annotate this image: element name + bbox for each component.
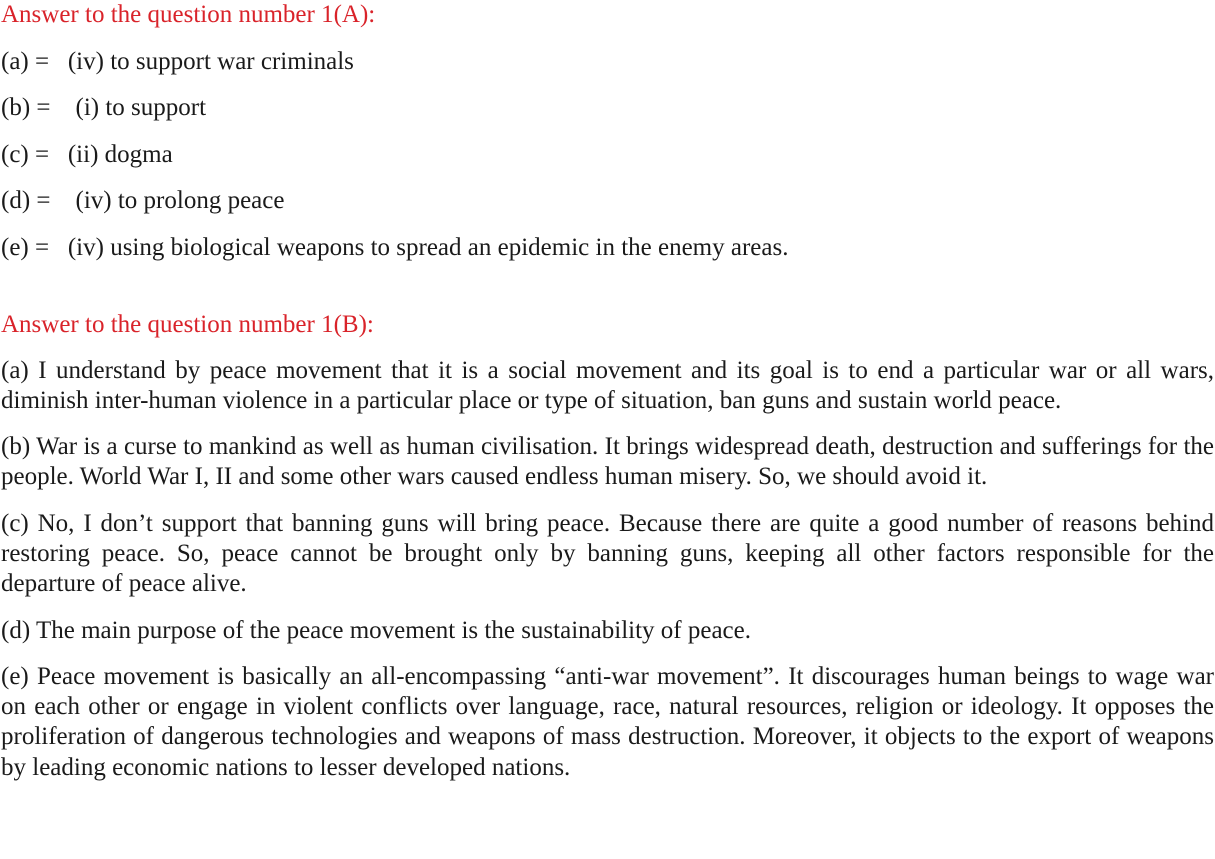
answer-paragraph-c: (c) No, I don’t support that banning guns will bring peace. Because there are quite a good number of reasons behind restoring peace. So, peace cannot be brought only by banning guns, keeping all other factors responsible for the departure of peace alive. (1, 509, 1214, 598)
mcq-label: (d) = (1, 187, 51, 214)
section-1a-heading: Answer to the question number 1(A): (1, 1, 376, 28)
descriptive-answer-list (1, 356, 1215, 784)
answer-paragraph-a: (a) I understand by peace movement that it is a social movement and its goal is to end a particular war or all wars, diminish inter-human violence in a particular place or type of situation, ban guns and sustain world peace. (1, 356, 1214, 414)
answer-paragraph-d: (d) The main purpose of the peace movement is the sustainability of peace. (1, 616, 751, 644)
mcq-answer-e (1, 233, 1215, 263)
mcq-label: (b) = (1, 94, 51, 121)
section-1a (1, 0, 1215, 263)
mcq-answer: (i) to support (69, 94, 207, 121)
mcq-answer: (ii) dogma (67, 140, 173, 168)
mcq-label: (a) = (1, 47, 50, 75)
mcq-label: (c) = (1, 140, 50, 168)
section-1b (1, 310, 1215, 784)
mcq-answer-list (1, 47, 1215, 263)
mcq-answer-a (1, 47, 1215, 77)
mcq-answer: (iv) using biological weapons to spread an epidemic in the enemy areas. (67, 233, 789, 261)
answer-paragraph-b: (b) War is a curse to mankind as well as human civilisation. It brings widespread death, destruction and sufferings for the people. World War I, II and some other wars caused endless human misery. So, we should avoid it. (1, 433, 1214, 491)
answer-paragraph-e: (e) Peace movement is basically an all-encompassing “anti-war movement”. It discourages human beings to wage war on each other or engage in violent conflicts over language, race, natural resources, religion or ideology. It opposes the proliferation of dangerous technologies and weapons of mass destruction. Moreover, it objects to the export of weapons by leading economic nations to lesser developed nations. (1, 662, 1214, 781)
mcq-answer-d (1, 186, 1215, 216)
mcq-answer: (iv) to support war criminals (67, 47, 354, 75)
mcq-answer-b (1, 93, 1215, 123)
mcq-answer-c (1, 140, 1215, 170)
section-1b-heading: Answer to the question number 1(B): (1, 310, 374, 338)
mcq-answer: (iv) to prolong peace (69, 187, 285, 214)
mcq-label: (e) = (1, 233, 50, 261)
